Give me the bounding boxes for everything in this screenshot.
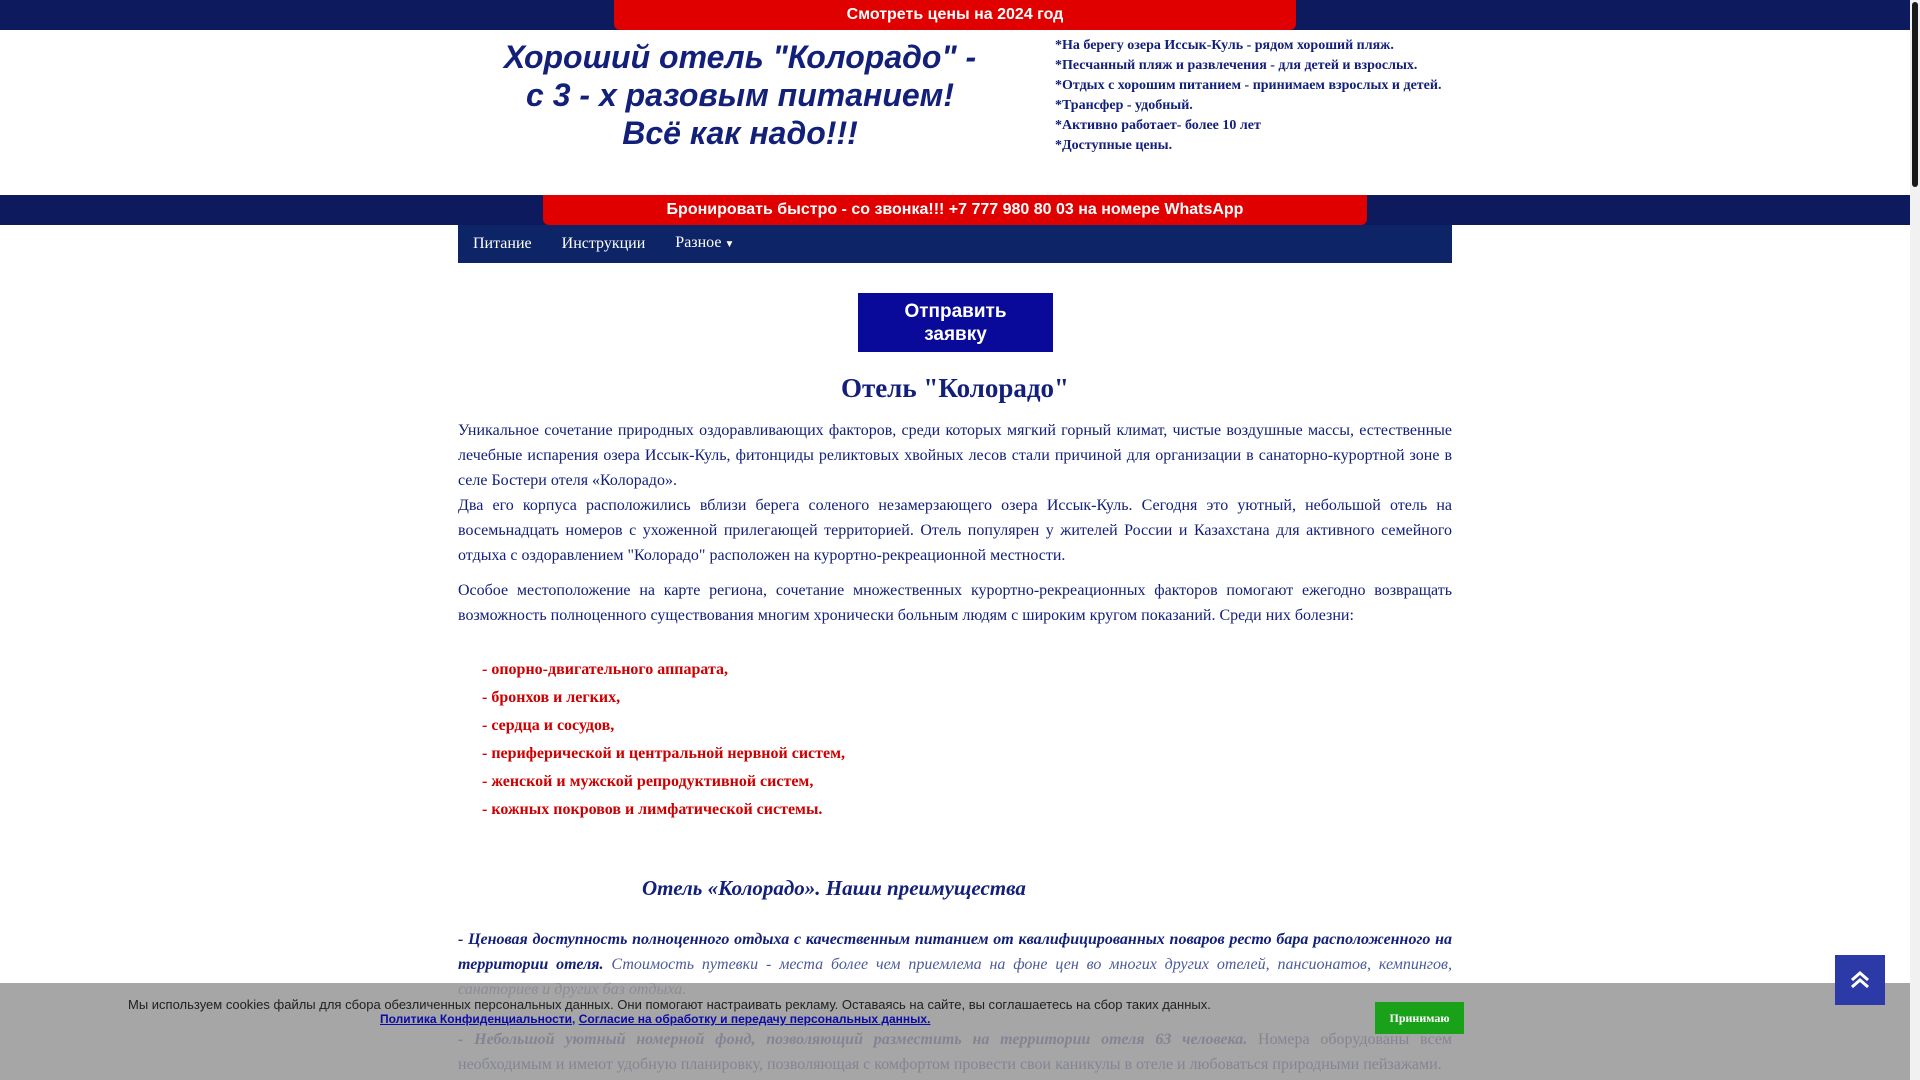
accept-cookies-button[interactable]: Принимаю	[1375, 1002, 1464, 1034]
page-title: Отель "Колорадо"	[840, 373, 1070, 403]
submit-line: заявку	[924, 323, 987, 345]
list-item: - бронхов и легких,	[482, 689, 621, 706]
privacy-policy-link[interactable]: Политика Конфиденциальности	[380, 1012, 573, 1026]
nav-item-food[interactable]: Питание	[473, 235, 532, 252]
nav-item-misc[interactable]	[660, 224, 749, 264]
top-bar	[0, 0, 1910, 30]
submit-line: Отправить	[904, 300, 1007, 322]
scroll-to-top-button[interactable]	[1835, 955, 1885, 1005]
paragraph: Особое местоположение на карте региона, сочетание множественных курортно-рекреационных факторов помогают ежегодно возвращать возможность полноценного существования многим хронически больным людям с широким кругом показаний. Среди них болезни:	[458, 582, 1452, 624]
cookie-links	[380, 1012, 930, 1026]
consent-link[interactable]: Согласие на обработку и передачу персональных данных.	[578, 1012, 931, 1026]
book-whatsapp-button[interactable]: Бронировать быстро - со звонка!!! +7 777 980 80 03 на номере WhatsApp	[543, 195, 1367, 225]
scrollbar[interactable]	[1910, 0, 1920, 1080]
feature-item: *Отдых с хорошим питанием - принимаем взрослых и детей.	[1055, 78, 1442, 93]
slogan-line: Хороший отель "Колорадо" -	[503, 39, 977, 75]
slogan-line: Всё как надо!!!	[622, 115, 858, 151]
nav-bar	[458, 225, 1452, 263]
advantage-lead: - Ценовая доступность полноценного отдыха с качественным питанием от квалифицированных поваров ресто бара расположенного на территории отеля.	[458, 931, 1452, 973]
list-item: - кожных покровов и лимфатической системы.	[482, 801, 823, 818]
submit-request-button[interactable]	[858, 293, 1053, 352]
feature-item: *Трансфер - удобный.	[1055, 98, 1193, 113]
main-content	[458, 372, 1452, 1077]
nav-item-misc-label: Разное	[675, 234, 722, 251]
scrollbar-thumb[interactable]	[1912, 2, 1918, 187]
list-item: - опорно-двигательного аппарата,	[482, 661, 729, 678]
feature-item: *Доступные цены.	[1055, 138, 1173, 153]
feature-item: *На берегу озера Иссык-Куль - рядом хороший пляж.	[1055, 38, 1394, 53]
advantages-title: Отель «Колорадо». Наши преимущества	[642, 876, 1026, 900]
paragraph: Два его корпуса расположились вблизи берега соленого незамерзающего озера Иссык-Куль. Сегодня это уютный, небольшой отель на восемьнадцать номеров с ухоженной прилегающей территорией. Отель популярен у жителей России и Казахстана для активного семейного отдыха с оздоравлением "Колорадо" расположен на курортно-рекреационной местности.	[458, 497, 1452, 564]
slogan-line: с 3 - х разовым питанием!	[526, 77, 954, 113]
booking-bar	[0, 195, 1910, 225]
disease-list	[482, 656, 1452, 824]
link-separator: ,	[572, 1012, 576, 1026]
caret-down-icon: ▼	[724, 239, 735, 250]
double-chevron-up-icon	[1849, 969, 1871, 991]
list-item: - сердца и сосудов,	[482, 717, 615, 734]
list-item: - женской и мужской репродуктивной систем,	[482, 773, 814, 790]
feature-item: *Песчанный пляж и развлечения - для детей и взрослых.	[1055, 58, 1418, 73]
feature-item: *Активно работает- более 10 лет	[1055, 118, 1261, 133]
nav-item-instructions[interactable]: Инструкции	[561, 235, 646, 252]
list-item: - периферической и центральной нервной систем,	[482, 745, 846, 762]
slogan	[470, 38, 1010, 152]
cookie-banner	[0, 983, 1910, 1080]
features-list	[1055, 36, 1445, 156]
header	[0, 30, 1910, 195]
cookie-text: Мы используем cookies файлы для сбора обезличенных персональных данных. Они помогают настраивать рекламу. Оставаясь на сайте, вы соглашаетесь на сбор таких данных.	[128, 997, 1211, 1012]
advantage-text: Стоимость путевки - места более чем приемлема на фоне цен во многих других отелей, пансионатов, кемпингов,	[611, 956, 1452, 973]
prices-2024-button[interactable]: Смотреть цены на 2024 год	[614, 0, 1296, 30]
paragraph: Уникальное сочетание природных оздоравливающих факторов, среди которых мягкий горный климат, чистые воздушные массы, естественные лечебные испарения озера Иссык-Куль, фитонциды реликтовых хвойных лесов стали причиной для организации в санаторно-курортной зоне в селе Бостери отеля «Колорадо».	[458, 422, 1452, 489]
